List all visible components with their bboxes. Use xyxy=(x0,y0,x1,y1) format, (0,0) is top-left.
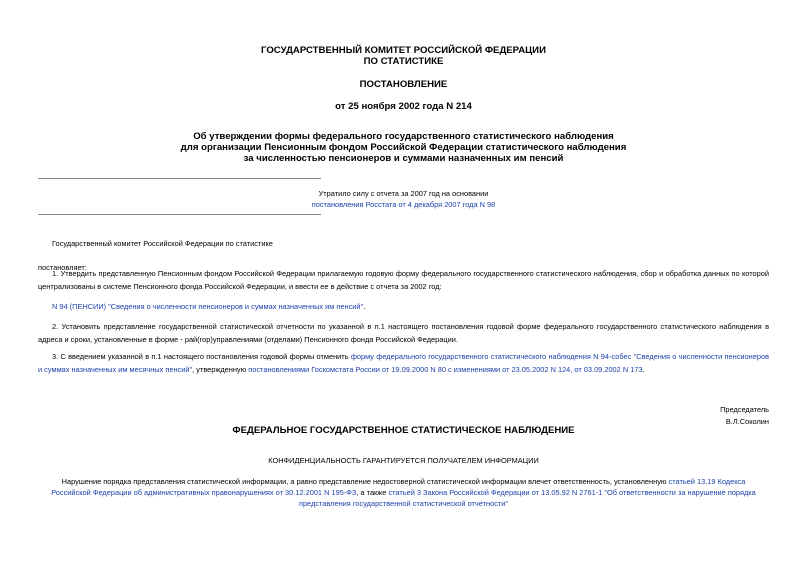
document-title-line2: для организации Пенсионным фондом Российской Федерации статистического наблюдения xyxy=(180,142,627,153)
paragraph-2: 2. Установить представление государственной статистической отчетности по указанной в п.1 настоящего постановления годовой форме федерального государственного статистического наблюдения в адреса и сроки, установленные в форме - рай(гор)управлениями (отделами) Пенсионного фонда Российской Федерации. xyxy=(38,322,769,344)
decree-paragraph: постановляет: xyxy=(38,263,87,272)
paragraph-3-text-a: 3. С введением указанной в п.1 настоящего постановления годовой формы отменить xyxy=(52,352,351,361)
top-divider xyxy=(38,178,321,179)
paragraph-3-end: . xyxy=(642,364,645,374)
paragraph-3 xyxy=(38,351,769,376)
law-2761-1-link[interactable]: статьей 3 Закона Российской Федерации от 13.05.92 N 2761-1 "Об ответственности за нарушение порядка представления государственной статистической отчетности" xyxy=(298,488,756,508)
goskomstat-decrees-link[interactable]: постановлениями Госкомстата России от 19.09.2000 N 80 с изменениями от 23.05.2002 N 124, от 03.09.2002 N 173 xyxy=(248,364,643,374)
document-date: от 25 ноября 2002 года N 214 xyxy=(335,101,472,112)
document-title-line1: Об утверждении формы федерального государственного статистического наблюдения xyxy=(193,131,614,142)
liability-notice-text-a: Нарушение порядка представления статистической информации, а равно представление недостоверной статистической информации влечет ответственность, установленную xyxy=(61,477,669,486)
paragraph-3-text-b: , утвержденную xyxy=(192,364,249,374)
status-note: Утратило силу с отчета за 2007 год на основании xyxy=(318,189,489,198)
confidentiality-notice: КОНФИДЕНЦИАЛЬНОСТЬ ГАРАНТИРУЕТСЯ ПОЛУЧАТЕЛЕМ ИНФОРМАЦИИ xyxy=(268,456,539,465)
koap-13-19-link[interactable]: статьей 13.19 Кодекса Российской Федерации об административных правонарушениях от 30.12.2001 N 195-ФЗ xyxy=(51,477,746,497)
form-94-link[interactable]: N 94 (ПЕНСИИ) "Сведения о численности пенсионеров и суммах назначенных им пенсий" xyxy=(52,302,364,311)
form-94-sobes-link[interactable]: форму федерального государственного статистического наблюдения N 94-собес "Сведения о численности пенсионеров и суммах назначенных им месячных пенсий" xyxy=(38,352,769,374)
form-paragraph-end: . xyxy=(363,302,366,311)
bottom-divider xyxy=(38,214,321,215)
liability-notice-text-b: , а также xyxy=(356,488,389,497)
liability-notice xyxy=(48,476,759,509)
signature-role: Председатель xyxy=(720,405,769,414)
form-paragraph xyxy=(52,301,365,312)
status-link[interactable]: постановления Росстата от 4 декабря 2007 года N 98 xyxy=(311,200,496,209)
org-name-line2: ПО СТАТИСТИКЕ xyxy=(363,56,444,67)
paragraph-1: 1. Утвердить представленную Пенсионным фондом Российской Федерации прилагаемую годовую форму федерального государственного статистического наблюдения, сбор и обработка данных по которой централизованы в системе Пенсионного фонда Российской Федерации, и ввести ее в действие с отчета за 2002 год: xyxy=(38,269,769,291)
intro-paragraph: Государственный комитет Российской Федерации по статистике xyxy=(52,239,273,248)
document-title-line3: за численностью пенсионеров и суммами назначенных им пенсий xyxy=(243,153,564,164)
org-name-line1: ГОСУДАРСТВЕННЫЙ КОМИТЕТ РОССИЙСКОЙ ФЕДЕРАЦИИ xyxy=(261,45,546,56)
document-type: ПОСТАНОВЛЕНИЕ xyxy=(359,79,448,90)
signature-name: В.Л.Соколин xyxy=(725,417,769,426)
observation-title: ФЕДЕРАЛЬНОЕ ГОСУДАРСТВЕННОЕ СТАТИСТИЧЕСКОЕ НАБЛЮДЕНИЕ xyxy=(232,425,575,436)
